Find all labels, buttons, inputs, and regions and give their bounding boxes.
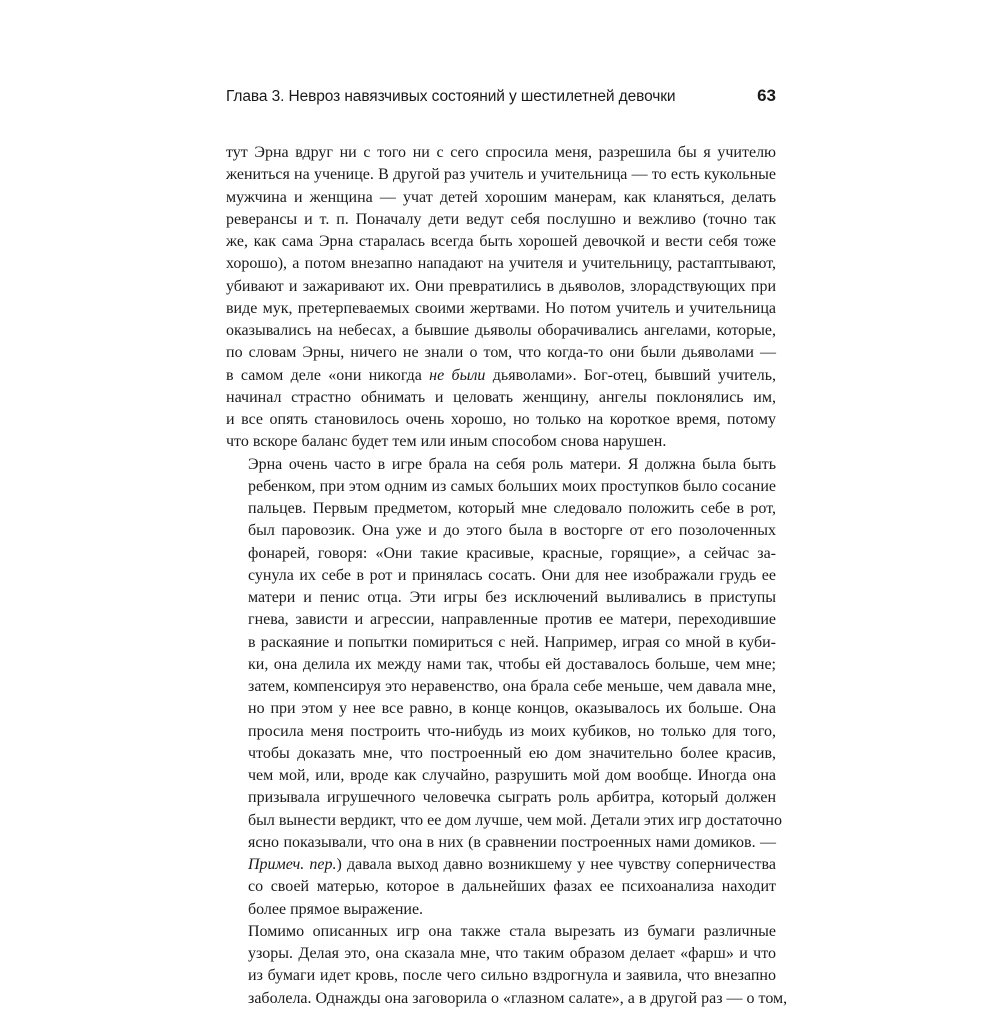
text-line: ребенком, при этом одним из самых больших моих проступков было сосание xyxy=(248,477,776,495)
text-line: гнева, зависти и агрессии, направленные против ее матери, переходившие xyxy=(248,611,776,629)
text-line: же, как сама Эрна старалась всегда быть хорошей девочкой и вести себя тоже xyxy=(226,233,776,250)
text-line: пальцев. Первым предметом, который мне следовало положить себе в рот, xyxy=(248,500,776,517)
paragraph-2 xyxy=(226,454,782,921)
running-head xyxy=(226,86,776,110)
text-line: матери и пенис отца. Эти игры без исключений выливались в приступы xyxy=(248,589,776,606)
italic-run: не были xyxy=(429,366,486,384)
text-line: более прямое выражение. xyxy=(248,900,424,918)
italic-run: Примеч. пер. xyxy=(248,856,337,873)
body-text xyxy=(226,142,788,1010)
paragraph-1 xyxy=(226,142,776,454)
text-line: жениться на ученице. В другой раз учитель и учительница — то есть кукольные xyxy=(226,166,776,184)
text-line: ясно показывали, что она в них (в сравнении построенных нами домиков. — xyxy=(248,833,776,851)
text-line: чтобы доказать мне, что построенный ею дом значительно более красив, xyxy=(248,744,776,762)
text-line: виде мук, претерпеваемых своими жертвами. Но потом учитель и учительница xyxy=(226,299,776,317)
text-line: убивают и зажаривают их. Они превратились в дьяволов, злорадствующих при xyxy=(226,277,776,295)
text-line: Эрна очень часто в игре брала на себя роль матери. Я должна была быть xyxy=(248,455,776,473)
text-line: со своей матерью, которое в дальнейших фазах ее психоанализа находит xyxy=(248,878,776,896)
page-number: 63 xyxy=(757,86,776,105)
text-line: сунула их себе в рот и принялась сосать. Они для нее изображали грудь ее xyxy=(248,566,776,584)
paragraph-3 xyxy=(226,921,788,1010)
text-line xyxy=(226,365,776,387)
text-line: реверансы и т. п. Поначалу дети ведут себя послушно и вежливо (точно так xyxy=(226,210,776,228)
text-line: оказывались на небесах, а бывшие дьяволы оборачивались ангелами, которые, xyxy=(226,322,776,339)
text-line xyxy=(226,854,776,876)
text-run: дьяволами». Бог-отец, бывший учитель, xyxy=(485,366,776,384)
text-line: в раскаяние и попытки помириться с ней. Например, играя со мной в куби- xyxy=(248,633,776,651)
text-line: по словам Эрны, ничего не знали о том, что когда-то они были дьяволами — xyxy=(226,344,776,362)
text-run: ) давала выход давно возникшему у нее чувству соперничества xyxy=(336,856,776,873)
text-line: затем, компенсируя это неравенство, она брала себе меньше, чем давала мне, xyxy=(248,678,776,695)
text-run: в самом деле «они никогда xyxy=(226,366,430,384)
text-line: чем мой, или, вроде как случайно, разрушить мой дом вообще. Иногда она xyxy=(248,767,776,784)
text-line: мужчина и женщина — учат детей хорошим манерам, как кланяться, делать xyxy=(226,188,776,206)
text-line: из бумаги идет кровь, после чего сильно вздрогнула и заявила, что внезапно xyxy=(248,967,776,985)
text-line: хорошо), а потом внезапно нападают на учителя и учительницу, растаптывают, xyxy=(226,255,776,273)
text-line: Помимо описанных игр она также стала вырезать из бумаги различные xyxy=(248,922,776,940)
text-line: что вскоре баланс будет тем или иным способом снова нарушен. xyxy=(226,433,667,451)
text-line: был паровозик. Она уже и до этого была в восторге от его позолоченных xyxy=(248,522,776,540)
text-line: и все опять становилось очень хорошо, но только на короткое время, потому xyxy=(226,411,776,428)
text-line: начинал страстно обнимать и целовать женщину, ангелы поклонялись им, xyxy=(226,388,776,406)
text-line: тут Эрна вдруг ни с того ни с сего спросила меня, разрешила бы я учителю xyxy=(226,144,776,161)
text-line: ки, она делила их между нами так, чтобы ей доставалось больше, чем мне; xyxy=(248,655,776,673)
text-line: просила меня построить что-нибудь из моих кубиков, но только для того, xyxy=(248,722,776,740)
chapter-title: Глава 3. Невроз навязчивых состояний у шестилетней девочки xyxy=(226,88,676,105)
text-line: заболела. Однажды она заговорила о «глазном салате», а в другой раз — о том, xyxy=(248,989,788,1007)
text-line: призывала игрушечного человечка сыграть роль арбитра, который должен xyxy=(248,789,776,807)
text-line: но при этом у нее все равно, в конце концов, оказывалось их больше. Она xyxy=(248,700,776,718)
text-line: был вынести вердикт, что ее дом лучше, чем мой. Детали этих игр достаточно xyxy=(248,811,782,829)
text-line: фонарей, говоря: «Они такие красивые, красные, горящие», а сейчас за- xyxy=(248,544,776,562)
text-line: узоры. Делая это, она сказала мне, что таким образом делает «фарш» и что xyxy=(248,945,776,962)
